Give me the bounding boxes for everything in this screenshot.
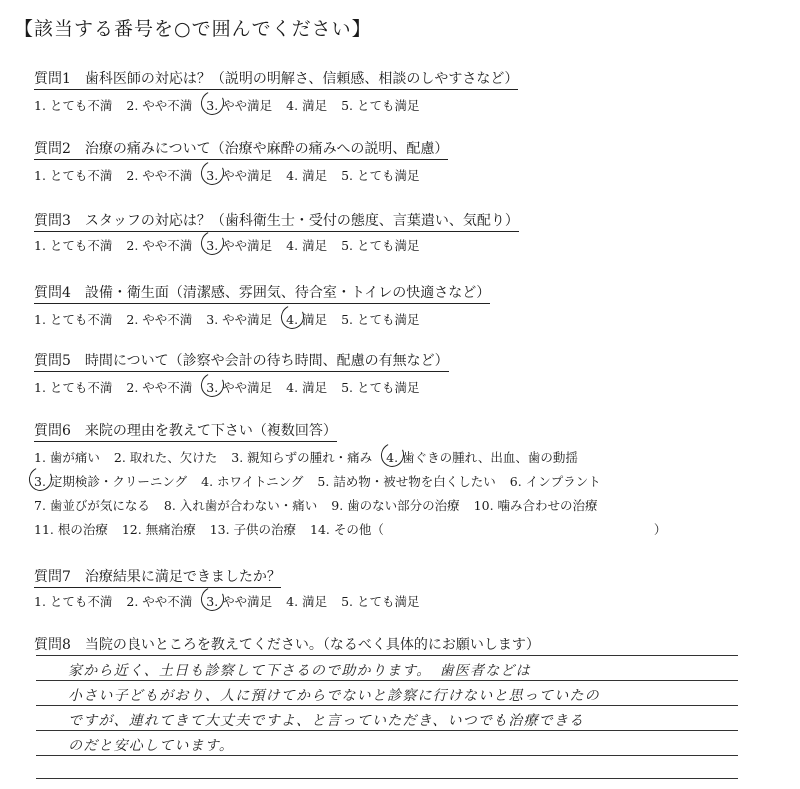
page-title: 【該当する番号を○で囲んでください】 xyxy=(14,18,372,40)
question-5-label: 質問5 時間について（診察や会計の待ち時間、配慮の有無など） xyxy=(34,350,449,372)
reason-10[interactable]: 10. 噛み合わせの治療 xyxy=(473,498,598,513)
option-2[interactable]: 2. やや不満 xyxy=(126,168,193,183)
reason-1[interactable]: 1. 歯が痛い xyxy=(34,450,100,465)
question-1-options xyxy=(34,96,429,114)
option-3-circled[interactable]: 3. やや満足 xyxy=(206,594,273,609)
option-3-circled[interactable]: 3. やや満足 xyxy=(206,380,273,395)
option-5[interactable]: 5. とても満足 xyxy=(341,238,420,253)
answer-line xyxy=(36,778,738,779)
option-1[interactable]: 1. とても不満 xyxy=(34,594,113,609)
reason-3[interactable]: 3. 親知らずの腫れ・痛み xyxy=(231,450,373,465)
option-5[interactable]: 5. とても満足 xyxy=(341,168,420,183)
question-7-options xyxy=(34,592,429,610)
option-3-circled[interactable]: 3. やや満足 xyxy=(206,168,273,183)
option-3-circled[interactable]: 3. やや満足 xyxy=(206,98,273,113)
reason-9[interactable]: 9. 歯のない部分の治療 xyxy=(331,498,460,513)
reason-11[interactable]: 11. 根の治療 xyxy=(34,522,108,537)
question-6-reasons-row-2 xyxy=(34,472,611,490)
question-2-label: 質問2 治療の痛みについて（治療や麻酔の痛みへの説明、配慮） xyxy=(34,138,448,160)
option-4[interactable]: 4. 満足 xyxy=(286,168,328,183)
option-1[interactable]: 1. とても不満 xyxy=(34,312,113,327)
answer-line xyxy=(36,655,738,656)
question-6-reasons-row-4 xyxy=(34,520,666,538)
option-1[interactable]: 1. とても不満 xyxy=(34,238,113,253)
reason-5[interactable]: 5. 詰め物・被せ物を白くしたい xyxy=(317,474,496,489)
option-5[interactable]: 5. とても満足 xyxy=(341,594,420,609)
option-3[interactable]: 3. やや満足 xyxy=(206,312,273,327)
option-4[interactable]: 4. 満足 xyxy=(286,238,328,253)
handwritten-answer-line-2: 小さい子どもがおり、人に預けてからでないと診察に行けないと思っていたの xyxy=(68,688,600,704)
answer-line xyxy=(36,755,738,756)
reason-14-other[interactable]: 14. その他（ xyxy=(310,522,384,537)
option-2[interactable]: 2. やや不満 xyxy=(126,238,193,253)
question-4-label: 質問4 設備・衛生面（清潔感、雰囲気、待合室・トイレの快適さなど） xyxy=(34,282,490,304)
reason-6[interactable]: 6. インプラント xyxy=(509,474,601,489)
handwritten-answer-line-1: 家から近く、土日も診察して下さるので助かります。 歯医者などは xyxy=(68,663,531,679)
option-4[interactable]: 4. 満足 xyxy=(286,594,328,609)
option-4[interactable]: 4. 満足 xyxy=(286,380,328,395)
option-2[interactable]: 2. やや不満 xyxy=(126,380,193,395)
option-1[interactable]: 1. とても不満 xyxy=(34,98,113,113)
question-6-reasons-row-3 xyxy=(34,496,608,514)
reason-8[interactable]: 8. 入れ歯が合わない・痛い xyxy=(163,498,318,513)
question-8-label: 質問8 当院の良いところを教えてください。（なるべく具体的にお願いします） xyxy=(34,637,540,653)
reason-4-circled[interactable]: 4. 歯ぐきの腫れ、出血、歯の動揺 xyxy=(386,450,578,465)
option-2[interactable]: 2. やや不満 xyxy=(126,98,193,113)
option-2[interactable]: 2. やや不満 xyxy=(126,312,193,327)
reason-12[interactable]: 12. 無痛治療 xyxy=(121,522,196,537)
option-1[interactable]: 1. とても不満 xyxy=(34,168,113,183)
reason-7[interactable]: 7. 歯並びが気になる xyxy=(34,498,150,513)
question-1-label: 質問1 歯科医師の対応は？（説明の明解さ、信頼感、相談のしやすさなど） xyxy=(34,68,518,90)
reason-3-checkup-circled[interactable]: 3. 定期検診・クリーニング xyxy=(34,474,188,489)
question-7-label: 質問7 治療結果に満足できましたか？ xyxy=(34,566,281,588)
reason-4-whitening[interactable]: 4. ホワイトニング xyxy=(201,474,304,489)
option-5[interactable]: 5. とても満足 xyxy=(341,98,420,113)
option-1[interactable]: 1. とても不満 xyxy=(34,380,113,395)
handwritten-answer-line-4: のだと安心しています。 xyxy=(68,738,235,754)
option-3-circled[interactable]: 3. やや満足 xyxy=(206,238,273,253)
option-2[interactable]: 2. やや不満 xyxy=(126,594,193,609)
option-4-circled[interactable]: 4. 満足 xyxy=(286,312,328,327)
option-5[interactable]: 5. とても満足 xyxy=(341,312,420,327)
question-2-options xyxy=(34,166,429,184)
answer-line xyxy=(36,705,738,706)
option-4[interactable]: 4. 満足 xyxy=(286,98,328,113)
question-4-options xyxy=(34,310,429,328)
question-3-options xyxy=(34,236,429,254)
question-6-label: 質問6 来院の理由を教えて下さい（複数回答） xyxy=(34,420,337,442)
reason-2[interactable]: 2. 取れた、欠けた xyxy=(113,450,218,465)
other-close-paren: ） xyxy=(653,522,667,537)
question-3-label: 質問3 スタッフの対応は？（歯科衛生士・受付の態度、言葉遣い、気配り） xyxy=(34,210,519,232)
handwritten-answer-line-3: ですが、連れてきて大丈夫ですよ、と言っていただき、いつでも治療できる xyxy=(68,713,585,729)
answer-line xyxy=(36,730,738,731)
answer-line xyxy=(36,680,738,681)
question-6-reasons-row-1 xyxy=(34,448,588,466)
question-5-options xyxy=(34,378,429,396)
reason-13[interactable]: 13. 子供の治療 xyxy=(209,522,297,537)
option-5[interactable]: 5. とても満足 xyxy=(341,380,420,395)
